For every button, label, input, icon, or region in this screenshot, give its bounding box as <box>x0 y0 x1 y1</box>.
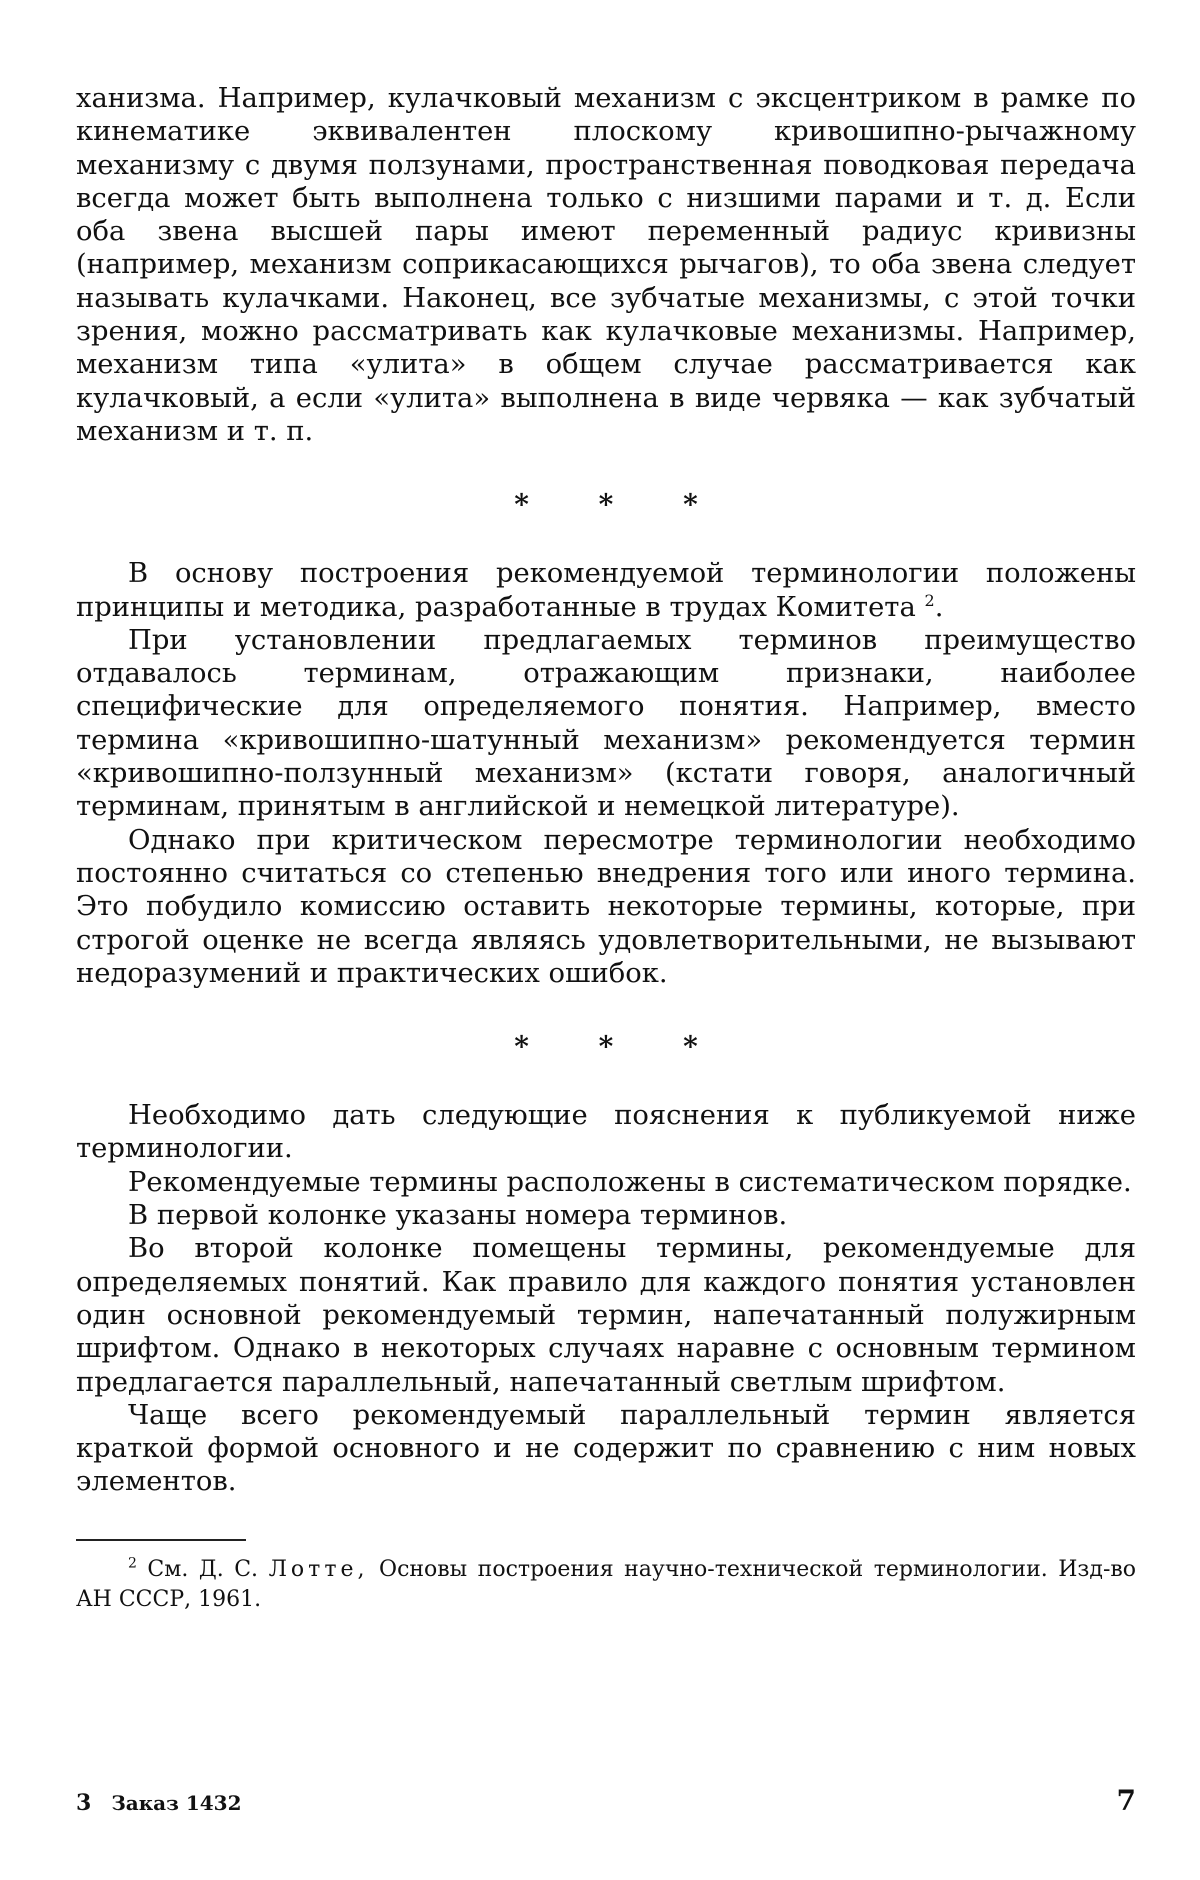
page-number: 7 <box>1116 1784 1136 1817</box>
signature-number: 3 <box>76 1790 92 1816</box>
paragraph-5: Необходимо дать следующие пояснения к публикуемой ниже терминологии. <box>76 1100 1136 1165</box>
footnote-marker: 2 <box>128 1555 137 1572</box>
paragraph-7: В первой колонке указаны номера терминов. <box>128 1200 788 1232</box>
paragraph-4: Однако при критическом пересмотре терминологии необходимо постоянно считаться со степенью внедрения того или иного термина. Это побудило комиссию оставить некоторые термины, которые, при строгой оценке не всегда являясь удовлетворительными, не вызывают недоразумений и практических ошибок. <box>76 824 1136 989</box>
footnote-reference[interactable]: 2 <box>924 590 935 610</box>
paragraph-3: При установлении предлагаемых терминов преимущество отдавалось терминам, отражающим признаки, наиболее специфические для определяемого понятия. Например, вместо термина «кривошипно-шатунный механизм» рекомендуется термин «кривошипно-ползунный механизм» (кстати говоря, аналогичный терминам, принятым в английской и немецкой литературе). <box>76 624 1136 823</box>
paragraph-1: ханизма. Например, кулачковый механизм с эксцентриком в рамке по кинематике эквивалентен плоскому кривошипно-рычажному механизму с двумя ползунами, пространственная поводковая передача всегда может быть выполнена только с низшими парами и т. д. Если оба звена высшей пары имеют переменный радиус кривизны (например, механизм соприкасающихся рычагов), то оба звена следует называть кулачками. Наконец, все зубчатые механизмы, с этой точки зрения, можно рассматривать как кулачковые механизмы. Например, механизм типа «улита» в общем случае рассматривается как кулачковый, а если «улита» выполнена в виде червяка — как зубчатый механизм и т. п. <box>76 83 1136 447</box>
paragraph-8: Во второй колонке помещены термины, рекомендуемые для определяемых понятий. Как правило для каждого понятия установлен один основной рекомендуемый термин, напечатанный полужирным шрифтом. Однако в некоторых случаях наравне с основным термином предлагается параллельный, напечатанный светлым шрифтом. <box>76 1233 1136 1398</box>
print-signature <box>76 1790 242 1816</box>
print-order: Заказ 1432 <box>111 1791 242 1815</box>
paragraph-2-text: В основу построения рекомендуемой терминологии положены принципы и методика, разработанные в трудах Комитета <box>76 558 1136 623</box>
section-separator-1: * * * <box>514 488 728 522</box>
paragraph-2-end: . <box>934 591 944 623</box>
paragraph-6: Рекомендуемые термины расположены в систематическом порядке. <box>128 1166 1132 1198</box>
paragraph-9: Чаще всего рекомендуемый параллельный термин является краткой формой основного и не содержит по сравнению с ним новых элементов. <box>76 1399 1136 1498</box>
footnote-author: Лотте, <box>268 1556 369 1582</box>
section-separator-2: * * * <box>514 1030 728 1064</box>
page-body <box>76 82 1136 1615</box>
footnote-text: Основы построения научно-технической терминологии. Изд-во АН СССР, 1961. <box>76 1556 1137 1612</box>
paragraph-2 <box>76 557 1136 624</box>
footnote <box>76 1555 1136 1615</box>
footnote-author-prefix: См. Д. С. <box>147 1556 259 1582</box>
page-footer <box>76 1784 1136 1818</box>
footnote-divider <box>76 1539 246 1541</box>
